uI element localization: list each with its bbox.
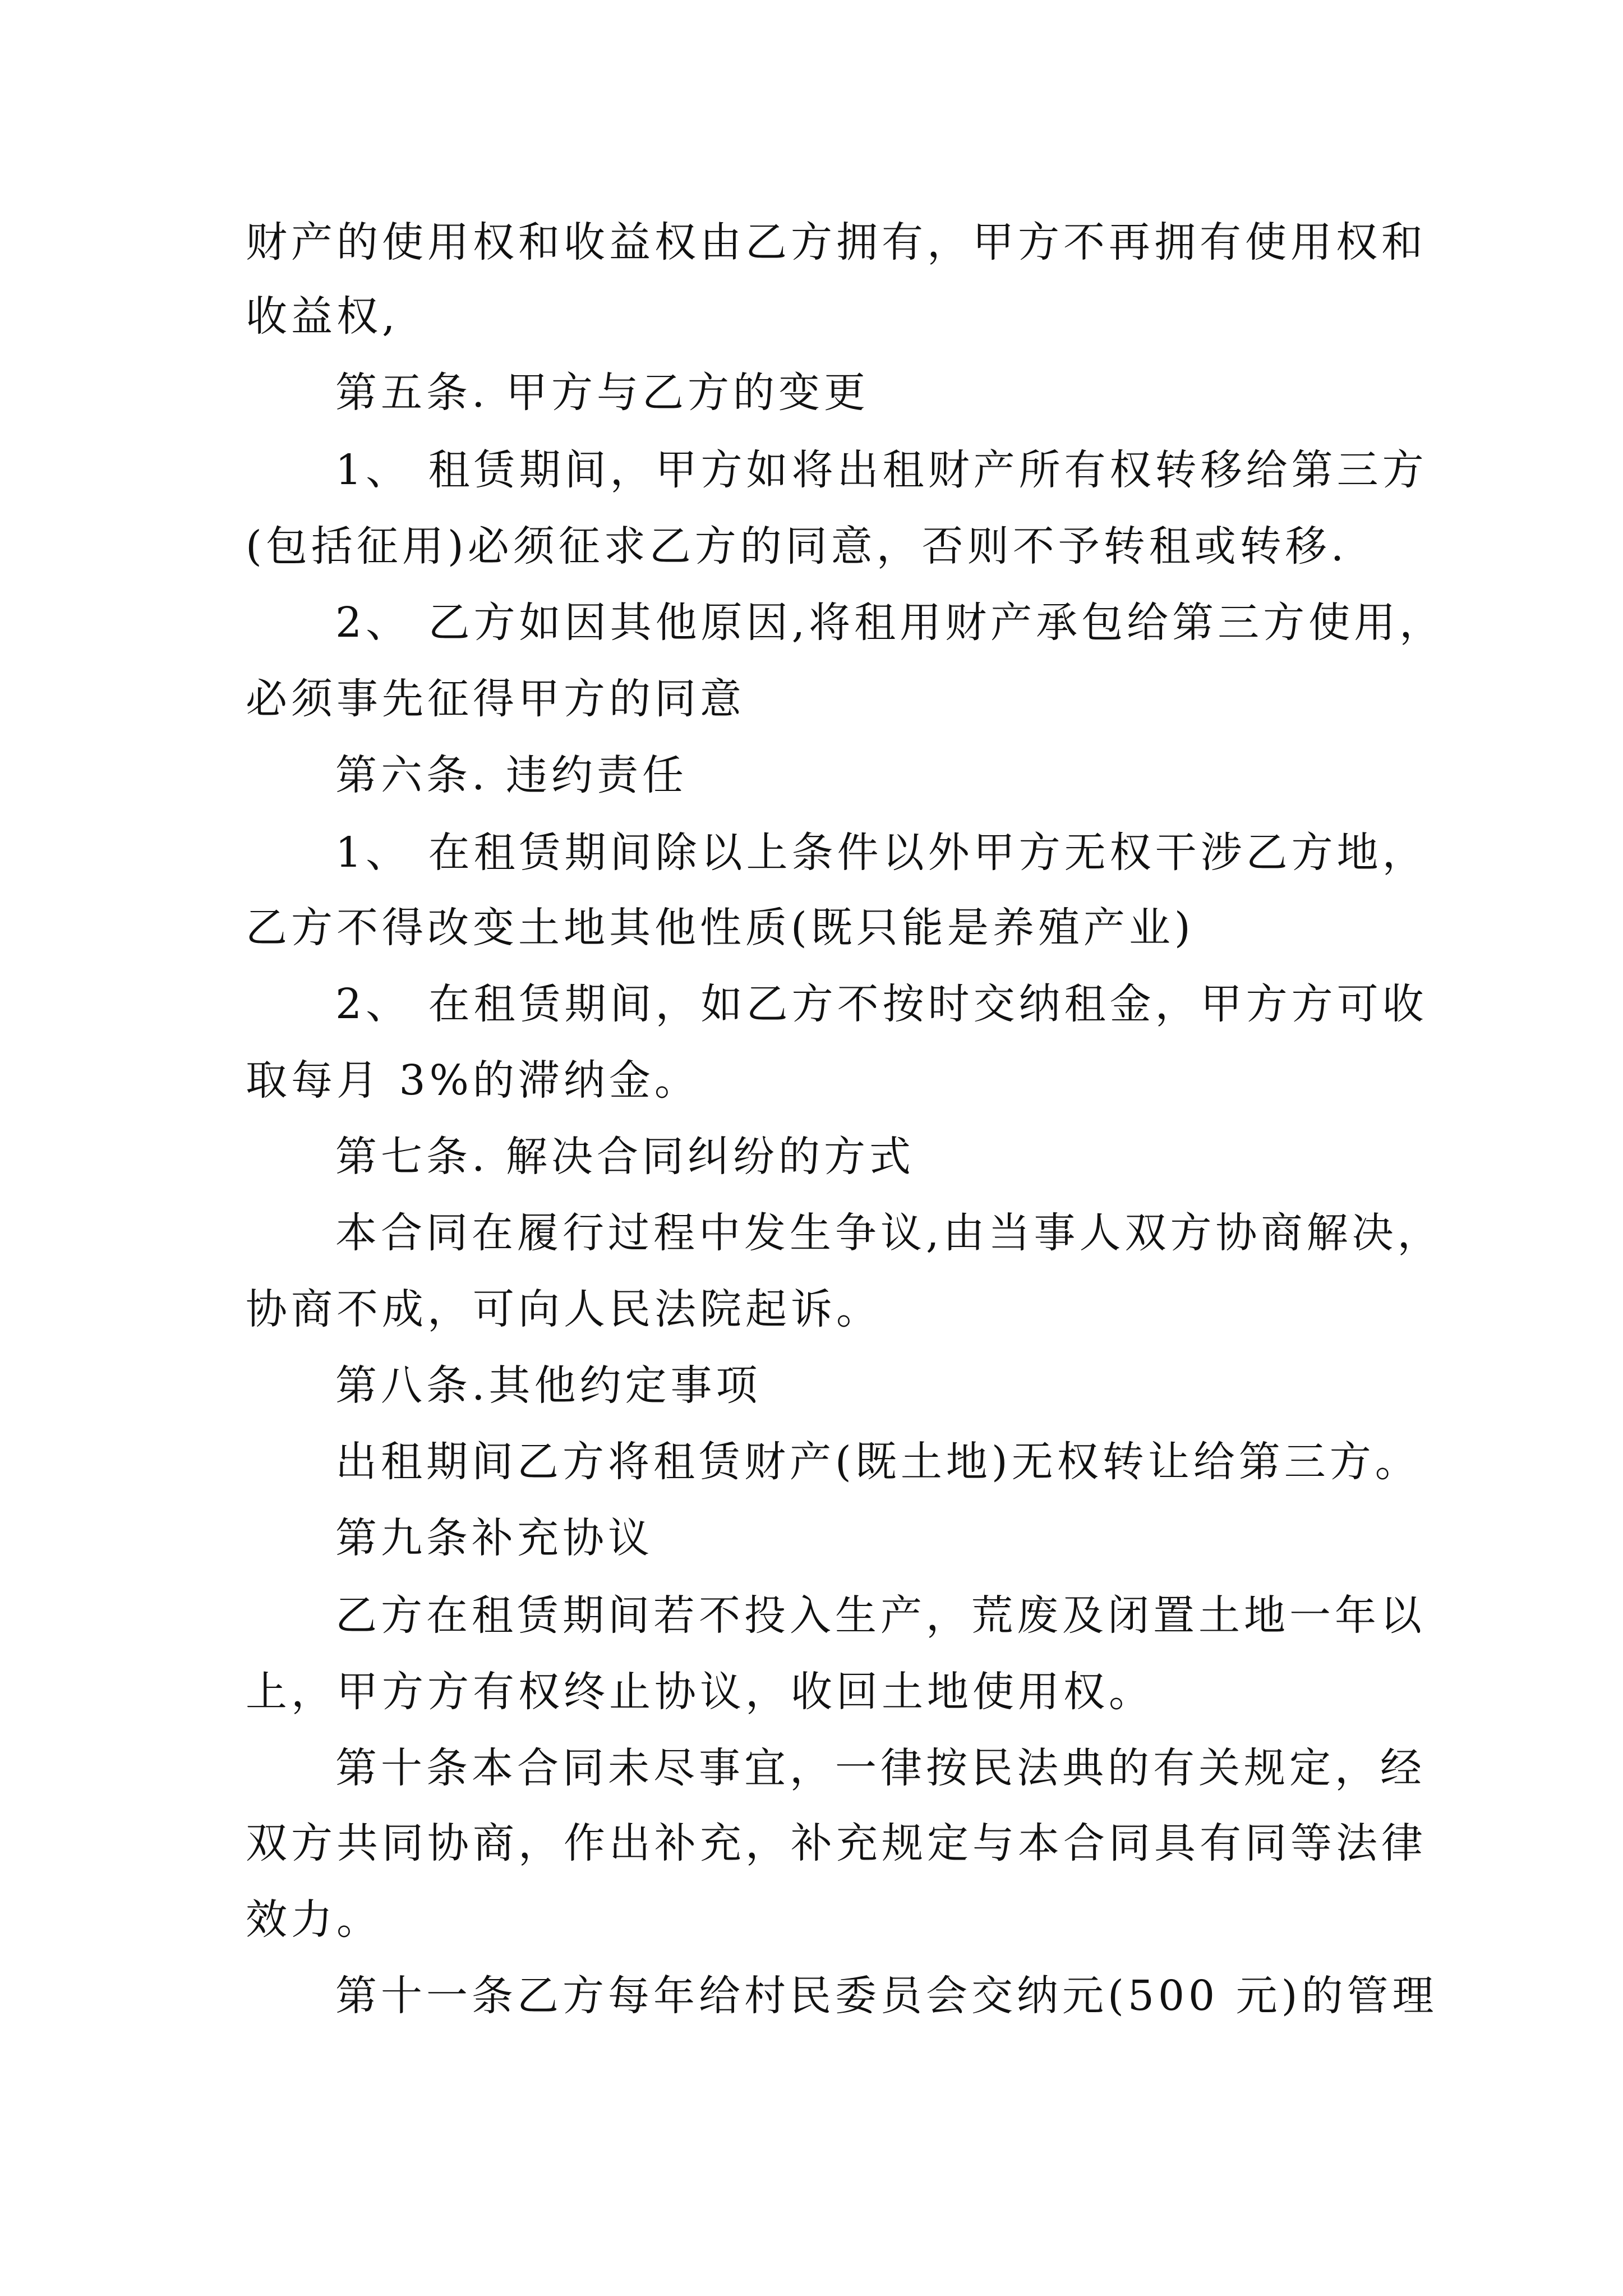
text-line: 效力。 <box>246 1895 382 1944</box>
section-heading: 第九条补充协议 <box>335 1514 653 1562</box>
text-line: 第十一条乙方每年给村民委员会交纳元(500 元)的管理 <box>335 1972 1438 2020</box>
text-line: 2、 在租赁期间，如乙方不按时交纳租金，甲方方可收 <box>335 980 1428 1028</box>
text-line: 1、 在租赁期间除以上条件以外甲方无权干涉乙方地， <box>335 829 1428 877</box>
text-line: 收益权, <box>246 292 399 341</box>
section-heading: 第六条. 违约责任 <box>335 751 688 799</box>
text-line: 双方共同协商，作出补充，补充规定与本合同具有同等法律 <box>246 1819 1427 1867</box>
text-line: 取每月 3%的滞纳金。 <box>246 1056 700 1105</box>
text-line: 上，甲方方有权终止协议，收回土地使用权。 <box>246 1668 1154 1716</box>
text-line: 第十条本合同未尽事宜，一律按民法典的有关规定，经 <box>335 1744 1426 1792</box>
text-line: (包括征用)必须征求乙方的同意，否则不予转租或转移. <box>246 522 1348 570</box>
text-line: 出租期间乙方将租赁财产(既土地)无权转让给第三方。 <box>335 1438 1421 1486</box>
text-line: 2、 乙方如因其他原因,将租用财产承包给第三方使用， <box>335 599 1445 647</box>
text-line: 乙方不得改变土地其他性质(既只能是养殖产业) <box>246 904 1195 952</box>
text-line: 1、 租赁期间，甲方如将出租财产所有权转移给第三方 <box>335 446 1428 494</box>
section-heading: 第五条. 甲方与乙方的变更 <box>335 369 870 417</box>
section-heading: 第八条.其他约定事项 <box>335 1361 762 1410</box>
text-line: 必须事先征得甲方的同意 <box>246 675 745 723</box>
text-line: 乙方在租赁期间若不投入生产，荒废及闭置土地一年以 <box>335 1591 1426 1640</box>
text-line: 协商不成，可向人民法院起诉。 <box>246 1285 882 1333</box>
section-heading: 第七条. 解决合同纠纷的方式 <box>335 1133 915 1181</box>
text-line: 本合同在履行过程中发生争议,由当事人双方协商解决， <box>335 1209 1443 1257</box>
text-line: 财产的使用权和收益权由乙方拥有，甲方不再拥有使用权和 <box>246 218 1427 266</box>
